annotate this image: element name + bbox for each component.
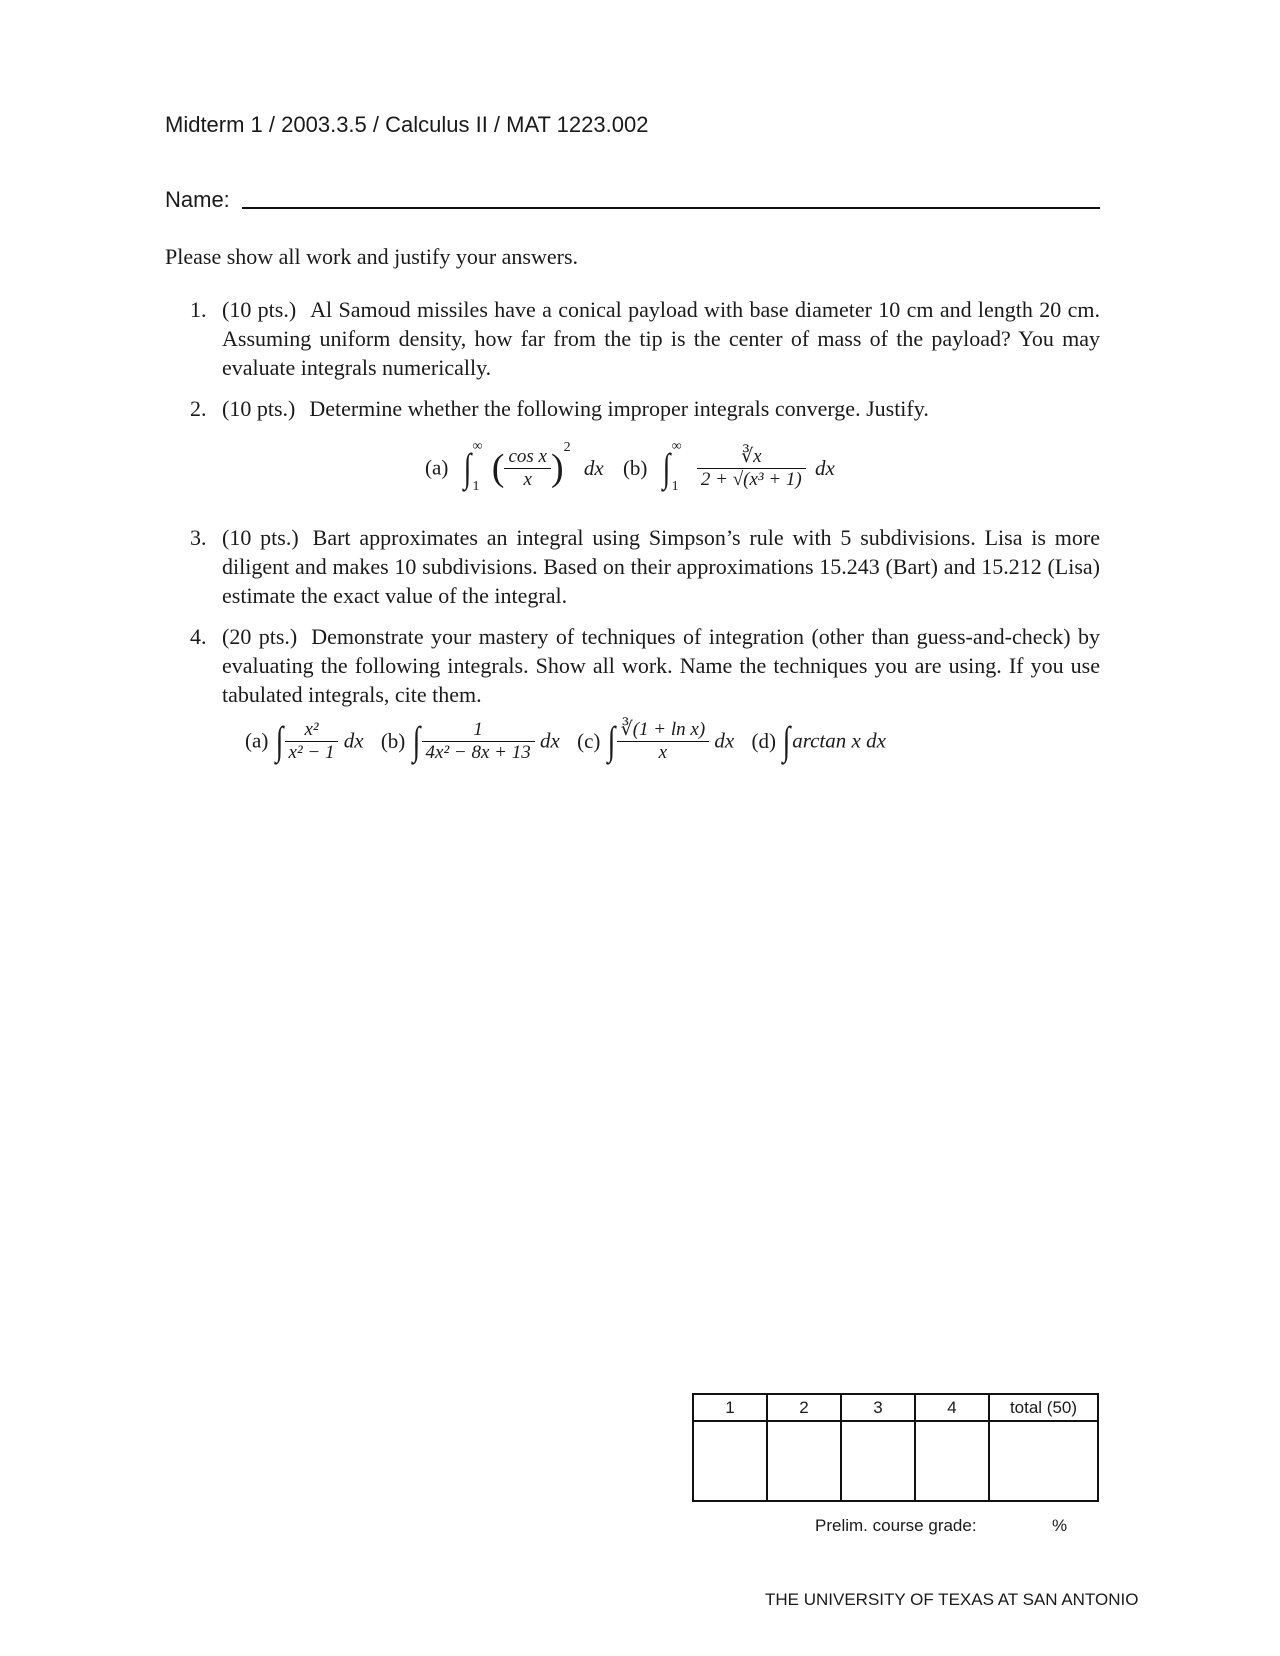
- denominator: x: [523, 468, 532, 490]
- fraction: [697, 445, 806, 491]
- part-label: (a): [245, 728, 269, 753]
- problem-points: (10 pts.): [222, 525, 299, 550]
- problem-text: Bart approximates an integral using Simpson’s rule with 5 subdivisions. Lisa is more diligent and makes 10 subdivisions. Based on their approximations 15.243 (Bart) and 15.212 (Lisa) estimate the exact value of the integral.: [222, 525, 1101, 608]
- integrand: arctan x dx: [792, 728, 886, 753]
- university-name: THE UNIVERSITY OF TEXAS AT SAN ANTONIO: [765, 1590, 1139, 1609]
- problem-points: (10 pts.): [222, 396, 296, 421]
- integral-limits: [671, 439, 686, 495]
- problem-points: (10 pts.): [222, 297, 297, 322]
- problem-text: Demonstrate your mastery of techniques of integration (other than guess-and-check) by evaluating the following integrals. Show all work. Name the techniques you are using. If you use tabulated integrals, cite them.: [222, 624, 1100, 707]
- part-label: (d): [751, 728, 776, 753]
- grade-header-cell: 1: [693, 1394, 767, 1421]
- right-paren: ): [550, 447, 564, 490]
- problem-text: Al Samoud missiles have a conical payload with base diameter 10 cm and length 20 cm. Assuming uniform density, how far from the tip is the center of mass of the payload? You may evaluate integrals numerically.: [222, 297, 1100, 380]
- problem-1: [190, 295, 1100, 382]
- denominator: x: [658, 742, 668, 763]
- numerator: cos x: [504, 446, 551, 469]
- percent-sign: %: [1052, 1516, 1068, 1535]
- differential: dx: [583, 455, 604, 480]
- problem-2: [190, 394, 1100, 423]
- score-cell[interactable]: [841, 1421, 915, 1501]
- part-label: (b): [380, 728, 406, 753]
- grade-header-cell: 3: [841, 1394, 915, 1421]
- upper-limit: ∞: [472, 439, 483, 455]
- problem-number: 3.: [190, 525, 207, 550]
- fraction: [504, 446, 551, 491]
- grade-table-score-row: [693, 1421, 1098, 1501]
- integral-limits: [472, 439, 487, 495]
- numerator: ∛(1 + ln x): [617, 718, 710, 742]
- numerator: x²: [285, 719, 339, 742]
- upper-limit: ∞: [671, 439, 682, 455]
- fraction: [422, 719, 535, 764]
- problem-points: (20 pts.): [222, 624, 298, 649]
- score-cell[interactable]: [915, 1421, 989, 1501]
- score-cell[interactable]: [693, 1421, 767, 1501]
- grade-table: [692, 1393, 1099, 1502]
- problem-number: 2.: [190, 396, 207, 421]
- differential: dx: [815, 455, 835, 480]
- problem-text: Determine whether the following improper integrals converge. Justify.: [309, 396, 929, 421]
- differential: dx: [714, 728, 735, 753]
- integral-sign: ∫: [662, 445, 671, 491]
- part-label: (b): [622, 455, 648, 480]
- problem-3: [190, 523, 1100, 610]
- part-label: (c): [577, 728, 601, 753]
- fraction: [285, 719, 339, 764]
- instructions: Please show all work and justify your answers.: [165, 244, 579, 269]
- integral-sign: ∫: [463, 445, 471, 491]
- denominator: 4x² − 8x + 13: [425, 741, 531, 763]
- integral-sign: ∫: [607, 718, 615, 763]
- problem-number: 4.: [190, 624, 207, 649]
- lower-limit: 1: [472, 479, 480, 495]
- grade-header-cell: total (50): [989, 1394, 1098, 1421]
- exponent: 2: [563, 440, 571, 455]
- prelim-grade-label: Prelim. course grade:: [815, 1516, 977, 1535]
- name-input-line[interactable]: [242, 207, 1100, 209]
- denominator: x² − 1: [288, 741, 335, 763]
- denominator: 2 + √(x³ + 1): [700, 469, 802, 491]
- problem-4: [190, 622, 1100, 709]
- exam-title: Midterm 1 / 2003.3.5 / Calculus II / MAT 1223.002: [165, 112, 649, 137]
- numerator: 1: [422, 719, 535, 742]
- integral-sign: ∫: [782, 718, 791, 763]
- name-label: Name:: [165, 187, 230, 212]
- fraction: [617, 718, 710, 764]
- score-cell[interactable]: [767, 1421, 841, 1501]
- differential: dx: [343, 728, 364, 753]
- grade-table-header-row: [693, 1394, 1098, 1421]
- grade-header-cell: 2: [767, 1394, 841, 1421]
- integral-sign: ∫: [412, 718, 420, 763]
- part-label: (a): [425, 455, 449, 480]
- differential: dx: [540, 728, 560, 753]
- problem-2-integrals: [425, 440, 835, 493]
- lower-limit: 1: [671, 479, 679, 495]
- numerator: ∛x: [697, 445, 806, 469]
- score-cell[interactable]: [989, 1421, 1098, 1501]
- left-paren: (: [491, 447, 505, 490]
- integral-sign: ∫: [275, 718, 283, 763]
- problem-4-integrals: [245, 718, 886, 764]
- grade-header-cell: 4: [915, 1394, 989, 1421]
- problem-number: 1.: [190, 297, 207, 322]
